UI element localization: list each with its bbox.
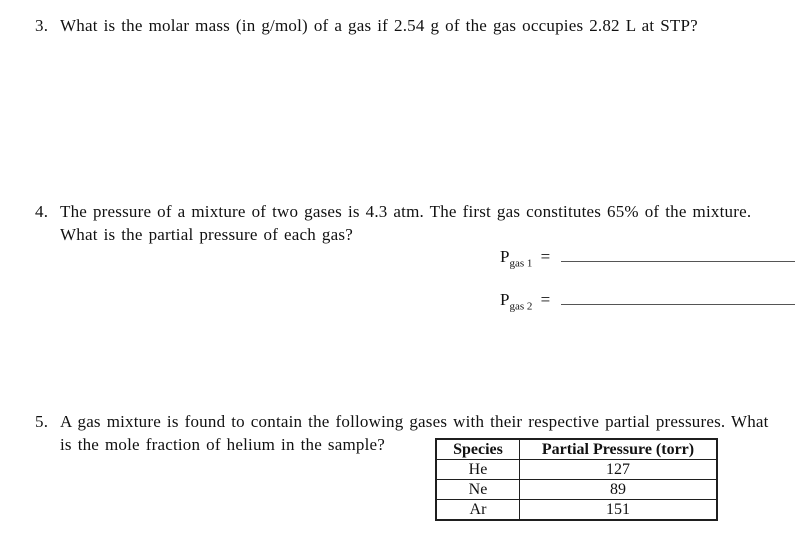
table-header-pressure: Partial Pressure (torr) (520, 439, 718, 460)
question-3-number: 3. (35, 16, 49, 35)
partial-pressure-table (435, 438, 718, 521)
species-cell-ar: Ar (436, 500, 520, 521)
question-5-text-line-2: is the mole fraction of helium in the sample? (60, 435, 386, 454)
pgas2-symbol (500, 290, 533, 313)
pgas2-letter: P (500, 290, 510, 309)
pgas2-subscript: gas 2 (509, 300, 533, 313)
question-5-number: 5. (35, 412, 49, 431)
table-row-ar (436, 500, 717, 521)
question-4-text-line-2: What is the partial pressure of each gas? (60, 225, 353, 244)
question-4-number: 4. (35, 202, 49, 221)
pgas1-subscript: gas 1 (509, 257, 533, 270)
pgas1-equals-sign: = (540, 247, 551, 266)
pressure-cell-he: 127 (520, 460, 718, 480)
pressure-cell-ar: 151 (520, 500, 718, 521)
pgas2-equals-sign: = (540, 290, 551, 309)
pgas2-answer-row (500, 290, 795, 313)
table-header-row (436, 439, 717, 460)
pgas1-symbol (500, 247, 533, 270)
species-cell-ne: Ne (436, 480, 520, 500)
question-3-text: What is the molar mass (in g/mol) of a gas if 2.54 g of the gas occupies 2.82 L at STP? (60, 16, 698, 35)
pgas1-answer-row (500, 247, 795, 270)
pgas2-answer-blank (561, 303, 795, 305)
table-row-he (436, 460, 717, 480)
pressure-cell-ne: 89 (520, 480, 718, 500)
pgas1-letter: P (500, 247, 510, 266)
table-header-species: Species (436, 439, 520, 460)
table-row-ne (436, 480, 717, 500)
pgas1-answer-blank (561, 260, 795, 262)
species-cell-he: He (436, 460, 520, 480)
question-4-text-line-1: The pressure of a mixture of two gases is 4.3 atm. The first gas constitutes 65% of the mixture. (60, 202, 752, 221)
question-5-text-line-1: A gas mixture is found to contain the following gases with their respective partial pressures. What (60, 412, 769, 431)
